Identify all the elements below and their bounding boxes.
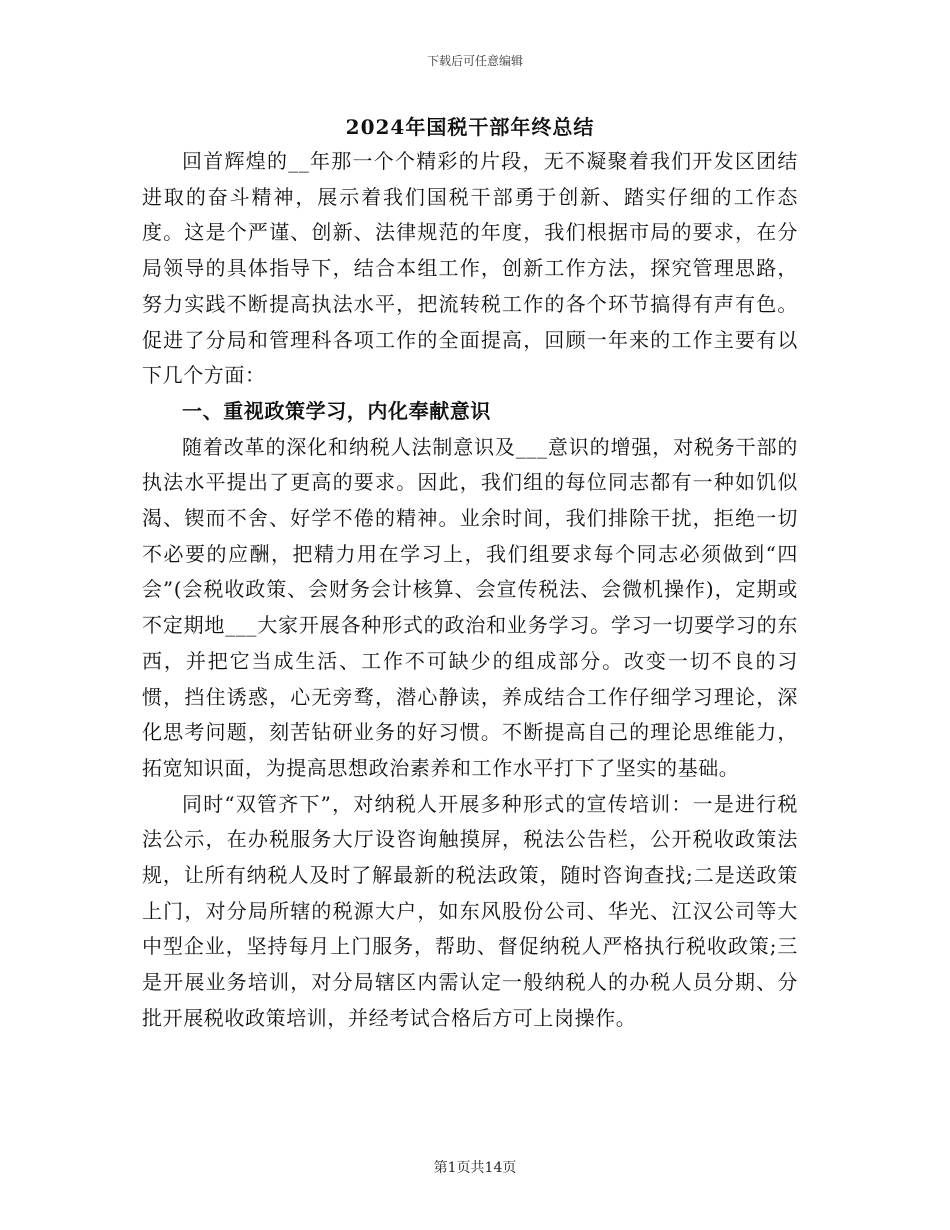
page-header-note: 下载后可任意编辑 <box>426 54 523 68</box>
section-heading: 一、重视政策学习，内化奉献意识 <box>182 398 491 423</box>
paragraph-training: 同时“双管齐下”，对纳税人开展多种形式的宣传培训：一是进行税法公示，在办税服务大厅设咨询触摸屏，税法公告栏，公开税收政策法规，让所有纳税人及时了解最新的税法政策，随时咨询查找;二是送政策上门，对分局所辖的税源大户，如东风股份公司、华光、江汉公司等大中型企业，坚持每月上门服务，帮助、督促纳税人严格执行税收政策;三是开展业务培训，对分局辖区内需认定一般纳税人的办税人员分期、分批开展税收政策培训，并经考试合格后方可上岗操作。 <box>142 791 798 1030</box>
paragraph-intro: 回首辉煌的__年那一个个精彩的片段，无不凝聚着我们开发区团结进取的奋斗精神，展示着我们国税干部勇于创新、踏实仔细的工作态度。这是个严谨、创新、法律规范的年度，我们根据市局的要求，在分局领导的具体指导下，结合本组工作，创新工作方法，探究管理思路，努力实践不断提高执法水平，把流转税工作的各个环节搞得有声有色。促进了分局和管理科各项工作的全面提高，回顾一年来的工作主要有以下几个方面： <box>142 149 798 388</box>
page-number: 第1页共14页 <box>433 1160 517 1176</box>
document-body <box>142 112 798 1037</box>
document-title: 2024年国税干部年终总结 <box>345 115 595 139</box>
paragraph-study: 随着改革的深化和纳税人法制意识及___意识的增强，对税务干部的执法水平提出了更高的要求。因此，我们组的每位同志都有一种如饥似渴、锲而不舍、好学不倦的精神。业余时间，我们排除干扰，拒绝一切不必要的应酬，把精力用在学习上，我们组要求每个同志必须做到“四会”(会税收政策、会财务会计核算、会宣传税法、会微机操作)，定期或不定期地___大家开展各种形式的政治和业务学习。学习一切要学习的东西，并把它当成生活、工作不可缺少的组成部分。改变一切不良的习惯，挡住诱惑，心无旁骛，潜心静读，养成结合工作仔细学习理论，深化思考问题，刻苦钻研业务的好习惯。不断提高自己的理论思维能力，拓宽知识面，为提高思想政治素养和工作水平打下了坚实的基础。 <box>142 434 798 780</box>
